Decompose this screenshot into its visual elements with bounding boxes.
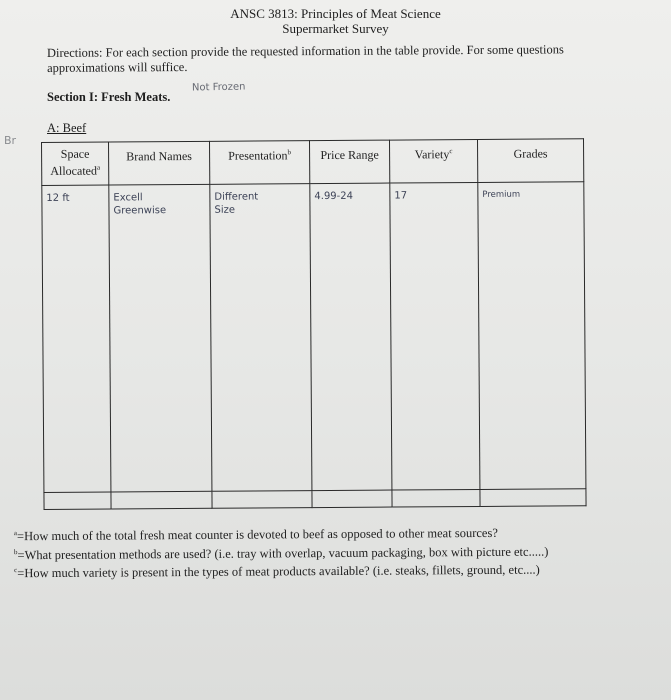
cell-presentation [210,184,312,492]
header-grades: Grades [477,139,583,183]
directions-text: For each section provide the requested information in the table provide. For some questions approximations will suffice. [47,42,564,75]
table-row [42,182,586,493]
table-header-row [42,139,584,186]
subsection-title: A: Beef [47,121,87,135]
header-space-allocated: Space Allocated$^a$ [42,142,109,185]
section-title: Section I: Fresh Meats. [47,90,171,104]
course-title: ANSC 3813: Principles of Meat Science [230,6,441,21]
grades-entry: Premium [482,189,521,200]
price-entry: 4.99-24 [314,190,354,203]
cell-space [42,185,111,492]
brand-entry-2: Greenwise [113,205,167,217]
presentation-entry-1: Different [214,191,259,203]
directions-label: Directions: [46,45,103,60]
header-price-range: Price Range [309,140,389,184]
footnote-b: $^b$=What presentation methods are used? (i.e. tray with overlap, vacuum packaging, box with picture etc.....) [13,544,549,562]
cell-variety [390,182,480,490]
footnotes [14,522,614,582]
handwritten-note: Not Frozen [191,81,246,94]
cell-grades [478,182,586,490]
presentation-entry-2: Size [214,204,236,216]
directions-paragraph [47,42,607,76]
footnote-c: $^c$=How much variety is present in the types of meat products available? (i.e. steaks, fillets, ground, etc....) [14,562,540,581]
cell-brand [109,184,212,492]
header-presentation: Presentation$^b$ [209,141,309,185]
stray-mark: Br [4,134,17,147]
cell-price [310,183,392,491]
space-entry: 12 ft [46,192,70,204]
variety-entry: 17 [394,190,408,202]
survey-title: Supermarket Survey [282,21,389,36]
header-variety: Variety$^c$ [389,139,477,183]
header-brand-names: Brand Names [109,141,210,185]
beef-survey-table [41,138,586,510]
footnote-a: $^a$=How much of the total fresh meat counter is devoted to beef as opposed to other meat sources? [13,525,498,544]
brand-entry-1: Excell [113,192,143,204]
document-header [0,6,671,36]
table-bottom-row [44,489,586,510]
